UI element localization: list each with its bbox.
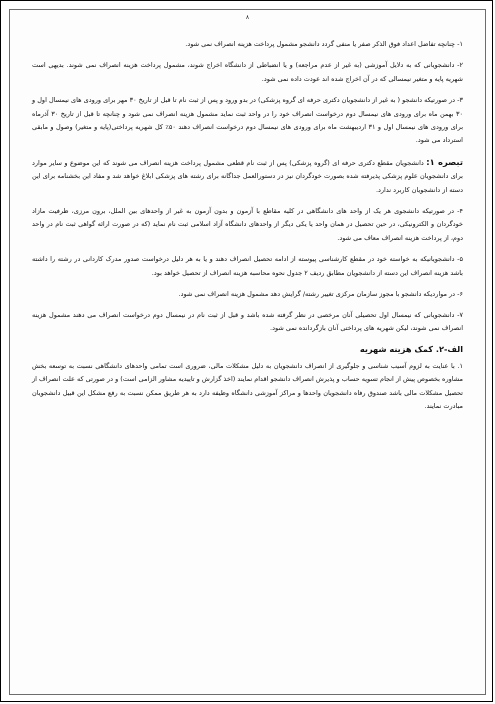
paragraph-item-4: ۴- در صورتیکه دانشجوی هر یک از واحد های دانشگاهی در کلیه مقاطع با آزمون و بدون آزمون به غیر از واحدهای بین الملل، برون مرزی، ظرفیت مازاد خودگردان و الکترونیکی، در حین تحصیل در همان واحد یا یکی دیگر از واحدهای دانشگاه آزاد اسلامی ثبت نام نماید (که در صورت ارائه گواهی ثبت نام در واحد دوم، از پرداخت هزینه انصراف معاف می شود.	[32, 207, 463, 242]
note-paragraph	[32, 156, 463, 197]
document-page	[9, 9, 486, 695]
note-title: تبصره ۱:	[426, 156, 463, 167]
page-content	[32, 38, 463, 421]
paragraph-item-7: ۷- دانشجویانی که نیمسال اول تحصیلی آنان مرخصی در نظر گرفته شده باشد و قبل از ثبت نام در نیمسال دوم درخواست انصراف می دهند مشمول هزینه انصراف نمی شوند، لیکن شهریه های پرداختی آنان بازگردانده نمی شود.	[32, 310, 463, 332]
paragraph-item-1: ۱- چنانچه تفاضل اعداد فوق الذکر صفر یا منفی گردد دانشجو مشمول پرداخت هزینه انصراف نمی شود.	[185, 40, 463, 48]
paragraph-item-6: ۶- در مواردیکه دانشجو با مجوز سازمان مرکزی تغییر رشته/ گرایش دهد مشمول هزینه انصراف نمی شود.	[178, 290, 463, 299]
page-number: ۸	[245, 14, 250, 21]
paragraph-item-2: ۲- دانشجویانی که به دلایل آموزشی (به غیر از عدم مراجعه) و یا انضباطی از دانشگاه اخراج شوند، مشمول پرداخت هزینه انصراف نمی شوند. بدیهی است شهریه پایه و متغیر نیمسالی که در آن اخراج شده اند عودت داده نمی شود.	[32, 61, 463, 83]
section-paragraph: ۱. با عنایت به لزوم آسیب شناسی و جلوگیری از انصراف دانشجویان به دلیل مشکلات مالی، ضروری است تمامی واحدهای دانشگاهی نسبت به توسعه بخش مشاوره بخصوص پیش از انجام تسویه حساب و پذیرش انصراف دانشجو اقدام نمایند (اخذ گزارش و تاییدیه مشاور الزامی است) و در صورتی که علت انصراف از تحصیل مشکلات مالی باشد صندوق رفاه دانشجویان واحدها و مراکز آموزشی دانشگاه وظیفه دارد به هر طریق ممکن نسبت به رفع مشکل این قبیل دانشجویان مبادرت نمایند.	[32, 361, 463, 410]
paragraph-item-3: ۳- در صورتیکه دانشجو ( به غیر از دانشجویان دکتری حرفه ای گروه پزشکی) در بدو ورود و پس از ثبت نام تا قبل از تاریخ ۳۰ مهر برای ورودی های نیمسال اول و ۳۰ بهمن ماه برای ورودی های نیمسال دوم درخواست انصراف خود را در واحد ثبت نماید مشمول هزینه انصراف نمی شود و چنانچه تا قبل از تاریخ ۳۰ آذرماه برای ورودی های نیمسال اول و ۳۱ اردیبهشت ماه برای ورودی های نیمسال دوم درخواست انصراف دهند ۵۰٪ کل شهریه پرداختی(پایه و متغیر) وصول و مابقی استرداد می شود.	[32, 96, 464, 145]
note-text: دانشجویان مقطع دکتری حرفه ای (گروه پزشکی) پس از ثبت نام قطعی مشمول پرداخت هزینه انصراف می شوند که این موضوع و سایر موارد برای دانشجویان علوم پزشکی پذیرفته شده بصورت خودگردان نیز در دستورالعمل جداگانه برای رشته های پزشکی ابلاغ خواهد شد و مفاد این بخشنامه برای این دسته از دانشجویان کاربرد ندارد.	[32, 158, 463, 194]
section-heading: الف-۲. کمک هزینه شهریه	[359, 344, 463, 355]
paragraph-item-5: ۵- دانشجویانیکه به خواسته خود در مقطع کارشناسی پیوسته از ادامه تحصیل انصراف دهند و یا به هر دلیل درخواست صدور مدرک کاردانی در رشته را داشته باشد هزینه انصراف این دسته از دانشجویان مطابق ردیف ۲ جدول نحوه محاسبه هزینه انصراف از تحصیل خواهد بود.	[32, 255, 463, 277]
